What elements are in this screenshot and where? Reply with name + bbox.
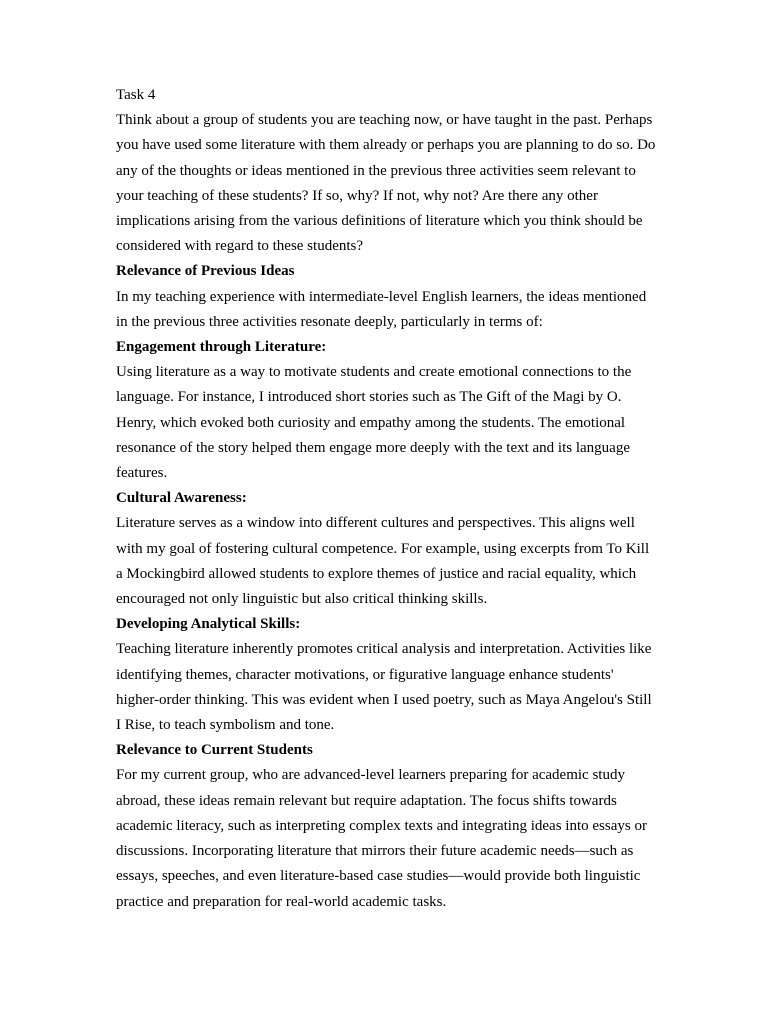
section-heading-current-students: Relevance to Current Students <box>116 742 313 759</box>
document-page <box>116 83 656 915</box>
section-heading-cultural-awareness: Cultural Awareness: <box>116 490 247 507</box>
task-prompt: Think about a group of students you are teaching now, or have taught in the past. Perhaps you have used some literature with them already or perhaps you are planning to do so. Do any of the thoughts or ideas mentioned in the previous three activities seem relevant to your teaching of these students? If so, why? If not, why not? Are there any other implications arising from the various definitions of literature which you think should be considered with regard to these students? <box>116 112 656 255</box>
task-label: Task 4 <box>116 87 156 103</box>
section-heading-relevance-previous-ideas: Relevance of Previous Ideas <box>116 263 295 280</box>
section-heading-engagement: Engagement through Literature: <box>116 339 327 356</box>
section-body-analytical-skills: Teaching literature inherently promotes critical analysis and interpretation. Activities like identifying themes, character motivations, or figurative language enhance students' higher-order thinking. This was evident when I used poetry, such as Maya Angelou's Still I Rise, to teach symbolism and tone. <box>116 641 652 734</box>
section-body-relevance-previous-ideas: In my teaching experience with intermediate-level English learners, the ideas mentioned in the previous three activities resonate deeply, particularly in terms of: <box>116 288 647 330</box>
section-body-cultural-awareness: Literature serves as a window into different cultures and perspectives. This aligns well with my goal of fostering cultural competence. For example, using excerpts from To Kill a Mockingbird allowed students to explore themes of justice and racial equality, which encouraged not only linguistic but also critical thinking skills. <box>116 515 650 608</box>
section-body-current-students: For my current group, who are advanced-level learners preparing for academic study abroad, these ideas remain relevant but require adaptation. The focus shifts towards academic literacy, such as interpreting complex texts and integrating ideas into essays or discussions. Incorporating literature that mirrors their future academic needs—such as essays, speeches, and even literature-based case studies—would provide both linguistic practice and preparation for real-world academic tasks. <box>116 767 647 910</box>
section-body-engagement: Using literature as a way to motivate students and create emotional connections to the language. For instance, I introduced short stories such as The Gift of the Magi by O. Henry, which evoked both curiosity and empathy among the students. The emotional resonance of the story helped them engage more deeply with the text and its language features. <box>116 364 632 482</box>
section-heading-analytical-skills: Developing Analytical Skills: <box>116 616 301 633</box>
